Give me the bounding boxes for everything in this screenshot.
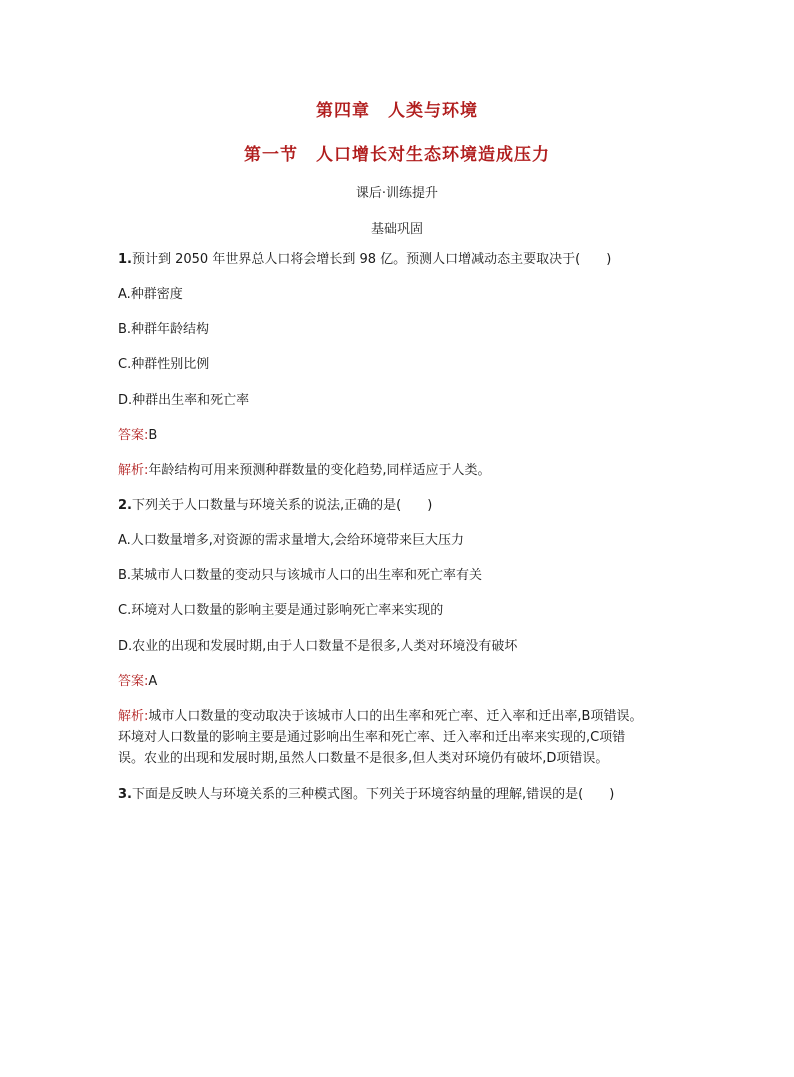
- question-2-option-c: C.环境对人口数量的影响主要是通过影响死亡率来实现的: [118, 603, 444, 618]
- answer-value: A: [148, 674, 158, 689]
- question-2-option-a: A.人口数量增多,对资源的需求量增大,会给环境带来巨大压力: [118, 533, 465, 548]
- question-1-option-d: D.种群出生率和死亡率: [118, 393, 250, 408]
- question-1-option-a: A.种群密度: [118, 287, 183, 302]
- question-2-explanation: [118, 706, 688, 769]
- question-2-option-d: D.农业的出现和发展时期,由于人口数量不是很多,人类对环境没有破坏: [118, 639, 518, 654]
- explanation-line-2: 环境对人口数量的影响主要是通过影响出生率和死亡率、迁入率和迁出率来实现的,C项错: [118, 730, 626, 745]
- question-1-stem: [118, 250, 611, 270]
- question-text: 下面是反映人与环境关系的三种模式图。下列关于环境容纳量的理解,错误的是( ): [131, 787, 615, 802]
- explanation-label: 解析:: [118, 463, 149, 478]
- question-number: 2.: [118, 498, 132, 513]
- question-text: 预计到 2050 年世界总人口将会增长到 98 亿。预测人口增减动态主要取决于( ): [131, 252, 612, 267]
- question-1-option-b: B.种群年龄结构: [118, 322, 210, 337]
- question-1-option-c: C.种群性别比例: [118, 357, 210, 372]
- question-2-answer: [118, 672, 157, 692]
- answer-label: 答案:: [118, 428, 149, 443]
- explanation-label: 解析:: [118, 709, 149, 724]
- explanation-line-1: [118, 706, 688, 727]
- question-2-stem: [118, 496, 432, 516]
- answer-value: B: [148, 428, 158, 443]
- question-3-stem: [118, 785, 614, 805]
- answer-label: 答案:: [118, 674, 149, 689]
- question-number: 1.: [118, 252, 132, 267]
- question-1-answer: [118, 426, 157, 446]
- explanation-text: 城市人口数量的变动取决于该城市人口的出生率和死亡率、迁入率和迁出率,B项错误。: [148, 709, 643, 724]
- practice-subtitle: 课后·训练提升: [355, 186, 439, 201]
- section-title: 第一节 人口增长对生态环境造成压力: [244, 145, 550, 165]
- question-number: 3.: [118, 787, 132, 802]
- question-1-explanation: [118, 461, 491, 481]
- basic-consolidation-heading: 基础巩固: [370, 222, 423, 237]
- explanation-line-3: 误。农业的出现和发展时期,虽然人口数量不是很多,但人类对环境仍有破坏,D项错误。: [118, 751, 609, 766]
- question-2-option-b: B.某城市人口数量的变动只与该城市人口的出生率和死亡率有关: [118, 568, 483, 583]
- explanation-text: 年龄结构可用来预测种群数量的变化趋势,同样适应于人类。: [148, 463, 491, 478]
- question-text: 下列关于人口数量与环境关系的说法,正确的是( ): [131, 498, 433, 513]
- chapter-title: 第四章 人类与环境: [316, 101, 478, 121]
